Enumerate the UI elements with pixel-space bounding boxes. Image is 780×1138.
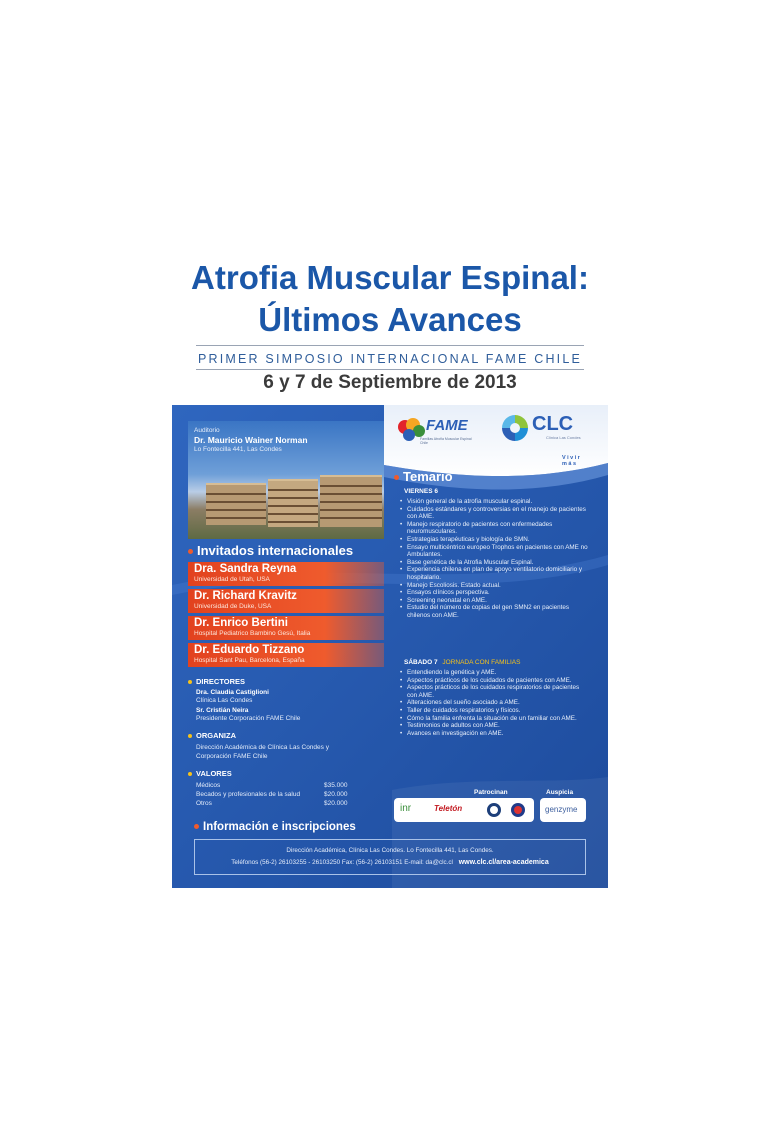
topic-item: • Manejo Escoliosis. Estado actual. xyxy=(400,582,590,590)
info-heading-text: Información e inscripciones xyxy=(203,821,356,833)
topic-item: • Aspectos prácticos de los cuidados de pacientes con AME. xyxy=(400,677,590,685)
teleton-logo: Teletón xyxy=(434,804,463,813)
day-2-label xyxy=(404,659,520,667)
info-website[interactable]: www.clc.cl/area-academica xyxy=(458,859,549,866)
fame-logo xyxy=(394,411,480,451)
speaker-3 xyxy=(188,616,384,640)
bullet-icon xyxy=(188,680,192,684)
divider-bottom xyxy=(196,369,584,370)
price-value: $20.000 xyxy=(324,800,348,807)
inr-logo: inr xyxy=(400,803,412,814)
info-box xyxy=(194,839,586,875)
divider-top xyxy=(196,345,584,346)
valores-heading-text: VALORES xyxy=(196,769,232,778)
title-line-2: Últimos Avances xyxy=(258,301,522,338)
location-label: Auditorio xyxy=(194,427,220,434)
bullet-icon xyxy=(188,772,192,776)
poster-panel xyxy=(172,405,608,888)
price-label: Médicos xyxy=(196,782,221,789)
organiza-line-1: Dirección Académica de Clínica Las Condes y xyxy=(196,744,329,751)
speaker-2 xyxy=(188,589,384,613)
fame-tagline: Familias Atrofia Muscular Espinal Chile xyxy=(420,437,472,445)
director-name: Sr. Cristián Neira xyxy=(196,707,249,714)
director-2 xyxy=(196,707,248,715)
directors-heading xyxy=(188,677,245,686)
topic-item: • Base genética de la Atrofia Muscular Espinal. xyxy=(400,559,590,567)
topic-item: • Screening neonatal en AME. xyxy=(400,597,590,605)
topic-item: • Estudio del número de copias del gen SMN2 en pacientes chilenos con AME. xyxy=(400,604,590,619)
temario-heading xyxy=(394,469,453,484)
day-2-text: SÁBADO 7 xyxy=(404,659,438,666)
info-phones: Teléfonos (56-2) 26103255 - 26103250 Fax: (56-2) 26103151 E-mail: da@clc.cl xyxy=(231,859,453,866)
speaker-affiliation: Hospital Pediatrico Bambino Gesú, Italia xyxy=(194,630,311,637)
director-1 xyxy=(196,689,269,697)
day-2-topics xyxy=(400,669,590,737)
price-label: Otros xyxy=(196,800,212,807)
fame-text: FAME xyxy=(426,417,468,434)
day-1-topics xyxy=(400,498,590,620)
topic-item: • Ensayos clínicos perspectiva. xyxy=(400,589,590,597)
topic-item: • Ensayo multicéntrico europeo Trophos en pacientes con AME no Ambulantes. xyxy=(400,544,590,559)
bullet-icon xyxy=(188,734,192,738)
genzyme-box xyxy=(540,798,586,822)
price-label: Becados y profesionales de la salud xyxy=(196,791,301,798)
topic-item: • Visión general de la atrofia muscular espinal. xyxy=(400,498,590,506)
topic-item: • Entendiendo la genética y AME. xyxy=(400,669,590,677)
day-2-note: JORNADA CON FAMILIAS xyxy=(442,659,521,666)
seal-1-icon xyxy=(486,802,502,818)
topic-item: • Experiencia chilena en plan de apoyo ventilatorio domiciliario y hospitalario. xyxy=(400,566,590,581)
topic-item: • Cuidados estándares y controversias en el manejo de pacientes con AME. xyxy=(400,506,590,521)
auspicia-label: Auspicia xyxy=(546,789,574,796)
speaker-1 xyxy=(188,562,384,586)
topic-item: • Avances en investigación en AME. xyxy=(400,730,590,738)
organiza-line-2: Corporación FAME Chile xyxy=(196,753,268,760)
valores-heading xyxy=(188,769,232,778)
speaker-name: Dr. Enrico Bertini xyxy=(194,617,288,629)
info-heading xyxy=(194,821,356,833)
seal-2-icon xyxy=(510,802,526,818)
temario-heading-text: Temario xyxy=(403,469,453,484)
building-center xyxy=(268,479,318,527)
day-1-label: VIERNES 6 xyxy=(404,488,438,495)
speaker-affiliation: Hospital Sant Pau, Barcelona, España xyxy=(194,657,305,664)
speakers-heading-text: Invitados internacionales xyxy=(197,543,354,558)
title-line-1: Atrofia Muscular Espinal: xyxy=(191,259,589,296)
topic-item: • Cómo la familia enfrenta la situación de un familiar con AME. xyxy=(400,715,590,723)
auditorium-photo xyxy=(188,421,384,539)
building-left xyxy=(206,483,266,525)
genzyme-logo: genzyme xyxy=(545,805,578,814)
directors-heading-text: DIRECTORES xyxy=(196,677,246,686)
organiza-heading-text: ORGANIZA xyxy=(196,731,236,740)
bullet-icon xyxy=(394,475,399,480)
clc-logo xyxy=(498,411,598,467)
topic-item: • Testimonios de adultos con AME. xyxy=(400,722,590,730)
clc-symbol-icon xyxy=(500,413,530,443)
speaker-name: Dr. Eduardo Tizzano xyxy=(194,644,305,656)
speaker-4 xyxy=(188,643,384,667)
speakers-heading xyxy=(188,543,353,558)
topic-item: • Alteraciones del sueño asociado a AME. xyxy=(400,699,590,707)
info-contact xyxy=(195,859,585,866)
topic-item: • Estrategias terapéuticas y biología de SMN. xyxy=(400,536,590,544)
speaker-affiliation: Universidad de Duke, USA xyxy=(194,603,272,610)
clc-tagline: Clínica Las Condes xyxy=(546,435,581,440)
speaker-name: Dra. Sandra Reyna xyxy=(194,563,297,575)
subtitle: PRIMER SIMPOSIO INTERNACIONAL FAME CHILE xyxy=(197,352,583,366)
location-name: Dr. Mauricio Wainer Norman xyxy=(194,435,308,445)
speaker-name: Dr. Richard Kravitz xyxy=(194,590,297,602)
info-address: Dirección Académica, Clínica Las Condes. Lo Fontecilla 441, Las Condes. xyxy=(286,847,494,854)
sponsors-strip xyxy=(394,789,587,828)
speaker-affiliation: Universidad de Utah, USA xyxy=(194,576,270,583)
sponsors-box xyxy=(394,798,534,822)
director-2-role: Presidente Corporación FAME Chile xyxy=(196,715,301,722)
event-date: 6 y 7 de Septiembre de 2013 xyxy=(263,372,517,393)
topic-item: • Aspectos prácticos de los cuidados respiratorios de pacientes con AME. xyxy=(400,684,590,699)
topic-item: • Taller de cuidados respiratorios y físicos. xyxy=(400,707,590,715)
price-value: $35.000 xyxy=(324,782,348,789)
director-name: Dra. Claudia Castiglioni xyxy=(196,689,269,696)
bullet-icon xyxy=(194,824,199,829)
organiza-heading xyxy=(188,731,236,740)
location-address: Lo Fontecilla 441, Las Condes xyxy=(194,446,282,453)
patrocinan-label: Patrocinan xyxy=(474,789,508,796)
clc-slogan: Vivir más xyxy=(562,455,582,467)
director-1-role: Clínica Las Condes xyxy=(196,697,253,704)
price-value: $20.000 xyxy=(324,791,348,798)
topic-item: • Manejo respiratorio de pacientes con enfermedades neuromusculares. xyxy=(400,521,590,536)
bullet-icon xyxy=(188,549,193,554)
building-right xyxy=(320,475,382,527)
clc-text: CLC xyxy=(532,413,574,435)
